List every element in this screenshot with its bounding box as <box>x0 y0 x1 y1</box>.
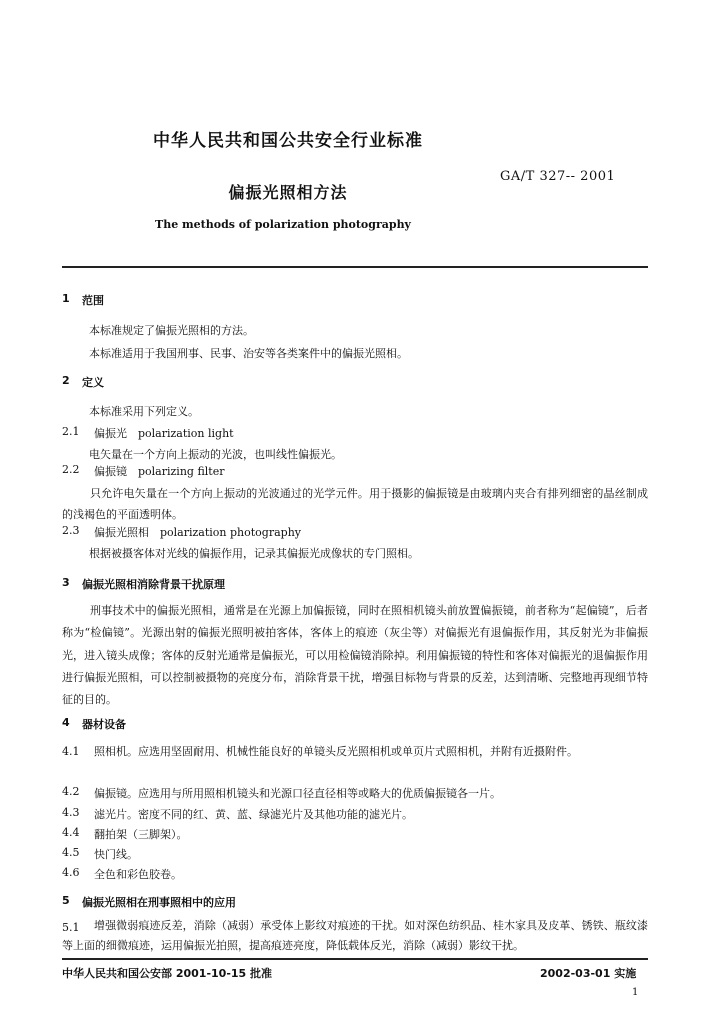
section-1-paragraph-2: 本标准适用于我国刑事、民事、治安等各类案件中的偏振光照相。 <box>89 347 408 360</box>
definition-2-1-text: 电矢量在一个方向上振动的光波，也叫线性偏振光。 <box>89 448 342 461</box>
item-4-6-text: 全色和彩色胶卷。 <box>94 868 182 881</box>
item-4-1-number: 4.1 <box>62 745 80 758</box>
section-3-paragraph: 刑事技术中的偏振光照相，通常是在光源上加偏振镜，同时在照相机镜头前放置偏振镜，前者称为“起偏镜”，后者称为“检偏镜”。光源出射的偏振光照明被拍客体，客体上的痕迹（灰尘等）对偏振光有退偏振作用，其反射光为非偏振光，进入镜头成像；客体的反射光通常是偏振光，可以用检偏镜消除掉。利用偏振镜的特性和客体对偏振光的退偏振作用进行偏振光照相，可以控制被摄物的亮度分布，消除背景干扰，增强目标物与背景的反差，达到清晰、完整地再现细节特征的目的。 <box>62 604 648 707</box>
footer-divider <box>62 958 648 960</box>
definition-2-3-number: 2.3 <box>62 524 80 537</box>
section-2-heading: 定义 <box>82 376 104 389</box>
section-1-number: 1 <box>62 292 70 305</box>
section-3-number: 3 <box>62 576 70 589</box>
definition-2-1-number: 2.1 <box>62 425 80 438</box>
section-1-heading: 范围 <box>82 294 104 307</box>
item-5-1-text: 增强微弱痕迹反差，消除（减弱）承受体上影纹对痕迹的干扰。如对深色纺织品、桂木家具及皮革、锈铁、瓶纹漆等上面的细微痕迹，运用偏振光拍照，提高痕迹亮度，降低载体反光，消除（减弱）影纹干扰。 <box>62 919 648 952</box>
item-4-2-text: 偏振镜。应选用与所用照相机镜头和光源口径直径相等或略大的优质偏振镜各一片。 <box>94 787 501 800</box>
document-title-en: The methods of polarization photography <box>155 218 411 231</box>
page-number: 1 <box>632 987 639 998</box>
header-divider <box>62 266 648 268</box>
definition-2-2-number: 2.2 <box>62 463 80 476</box>
standard-category-title: 中华人民共和国公共安全行业标准 <box>153 131 423 151</box>
item-4-3-number: 4.3 <box>62 806 80 819</box>
section-5-heading: 偏振光照相在刑事照相中的应用 <box>82 896 236 909</box>
item-4-3-text: 滤光片。密度不同的红、黄、蓝、绿滤光片及其他功能的滤光片。 <box>94 808 413 821</box>
definition-2-2-text: 只允许电矢量在一个方向上振动的光波通过的光学元件。用于摄影的偏振镜是由玻璃内夹合有排列细密的晶丝制成的浅褐色的平面透明体。 <box>62 487 648 521</box>
item-4-1-text: 照相机。应选用坚固耐用、机械性能良好的单镜头反光照相机或单页片式照相机，并附有近摄附件。 <box>94 745 578 758</box>
section-1-paragraph-1: 本标准规定了偏振光照相的方法。 <box>89 324 254 337</box>
section-4-heading: 器材设备 <box>82 718 126 731</box>
definition-2-2-term: 偏振镜 polarizing filter <box>94 465 225 478</box>
item-4-2-number: 4.2 <box>62 785 80 798</box>
item-4-4-number: 4.4 <box>62 826 80 839</box>
item-4-4-text: 翻拍架（三脚架）。 <box>94 828 188 841</box>
item-5-1-number: 5.1 <box>62 921 80 934</box>
section-2-intro: 本标准采用下列定义。 <box>89 405 199 418</box>
section-3-heading: 偏振光照相消除背景干扰原理 <box>82 578 225 591</box>
item-4-6-number: 4.6 <box>62 866 80 879</box>
section-5-number: 5 <box>62 894 70 907</box>
implementation-date: 2002-03-01 实施 <box>540 967 637 980</box>
standard-code: GA/T 327-- 2001 <box>500 169 616 184</box>
item-4-5-number: 4.5 <box>62 846 80 859</box>
document-title-cn: 偏振光照相方法 <box>228 183 348 202</box>
definition-2-1-term: 偏振光 polarization light <box>94 427 234 440</box>
definition-2-3-term: 偏振光照相 polarization photography <box>94 526 302 539</box>
item-4-5-text: 快门线。 <box>94 848 138 861</box>
section-2-number: 2 <box>62 374 70 387</box>
section-4-number: 4 <box>62 716 70 729</box>
approval-statement: 中华人民共和国公安部 2001-10-15 批准 <box>62 967 273 980</box>
definition-2-3-text: 根据被摄客体对光线的偏振作用，记录其偏振光成像状的专门照相。 <box>89 547 419 560</box>
